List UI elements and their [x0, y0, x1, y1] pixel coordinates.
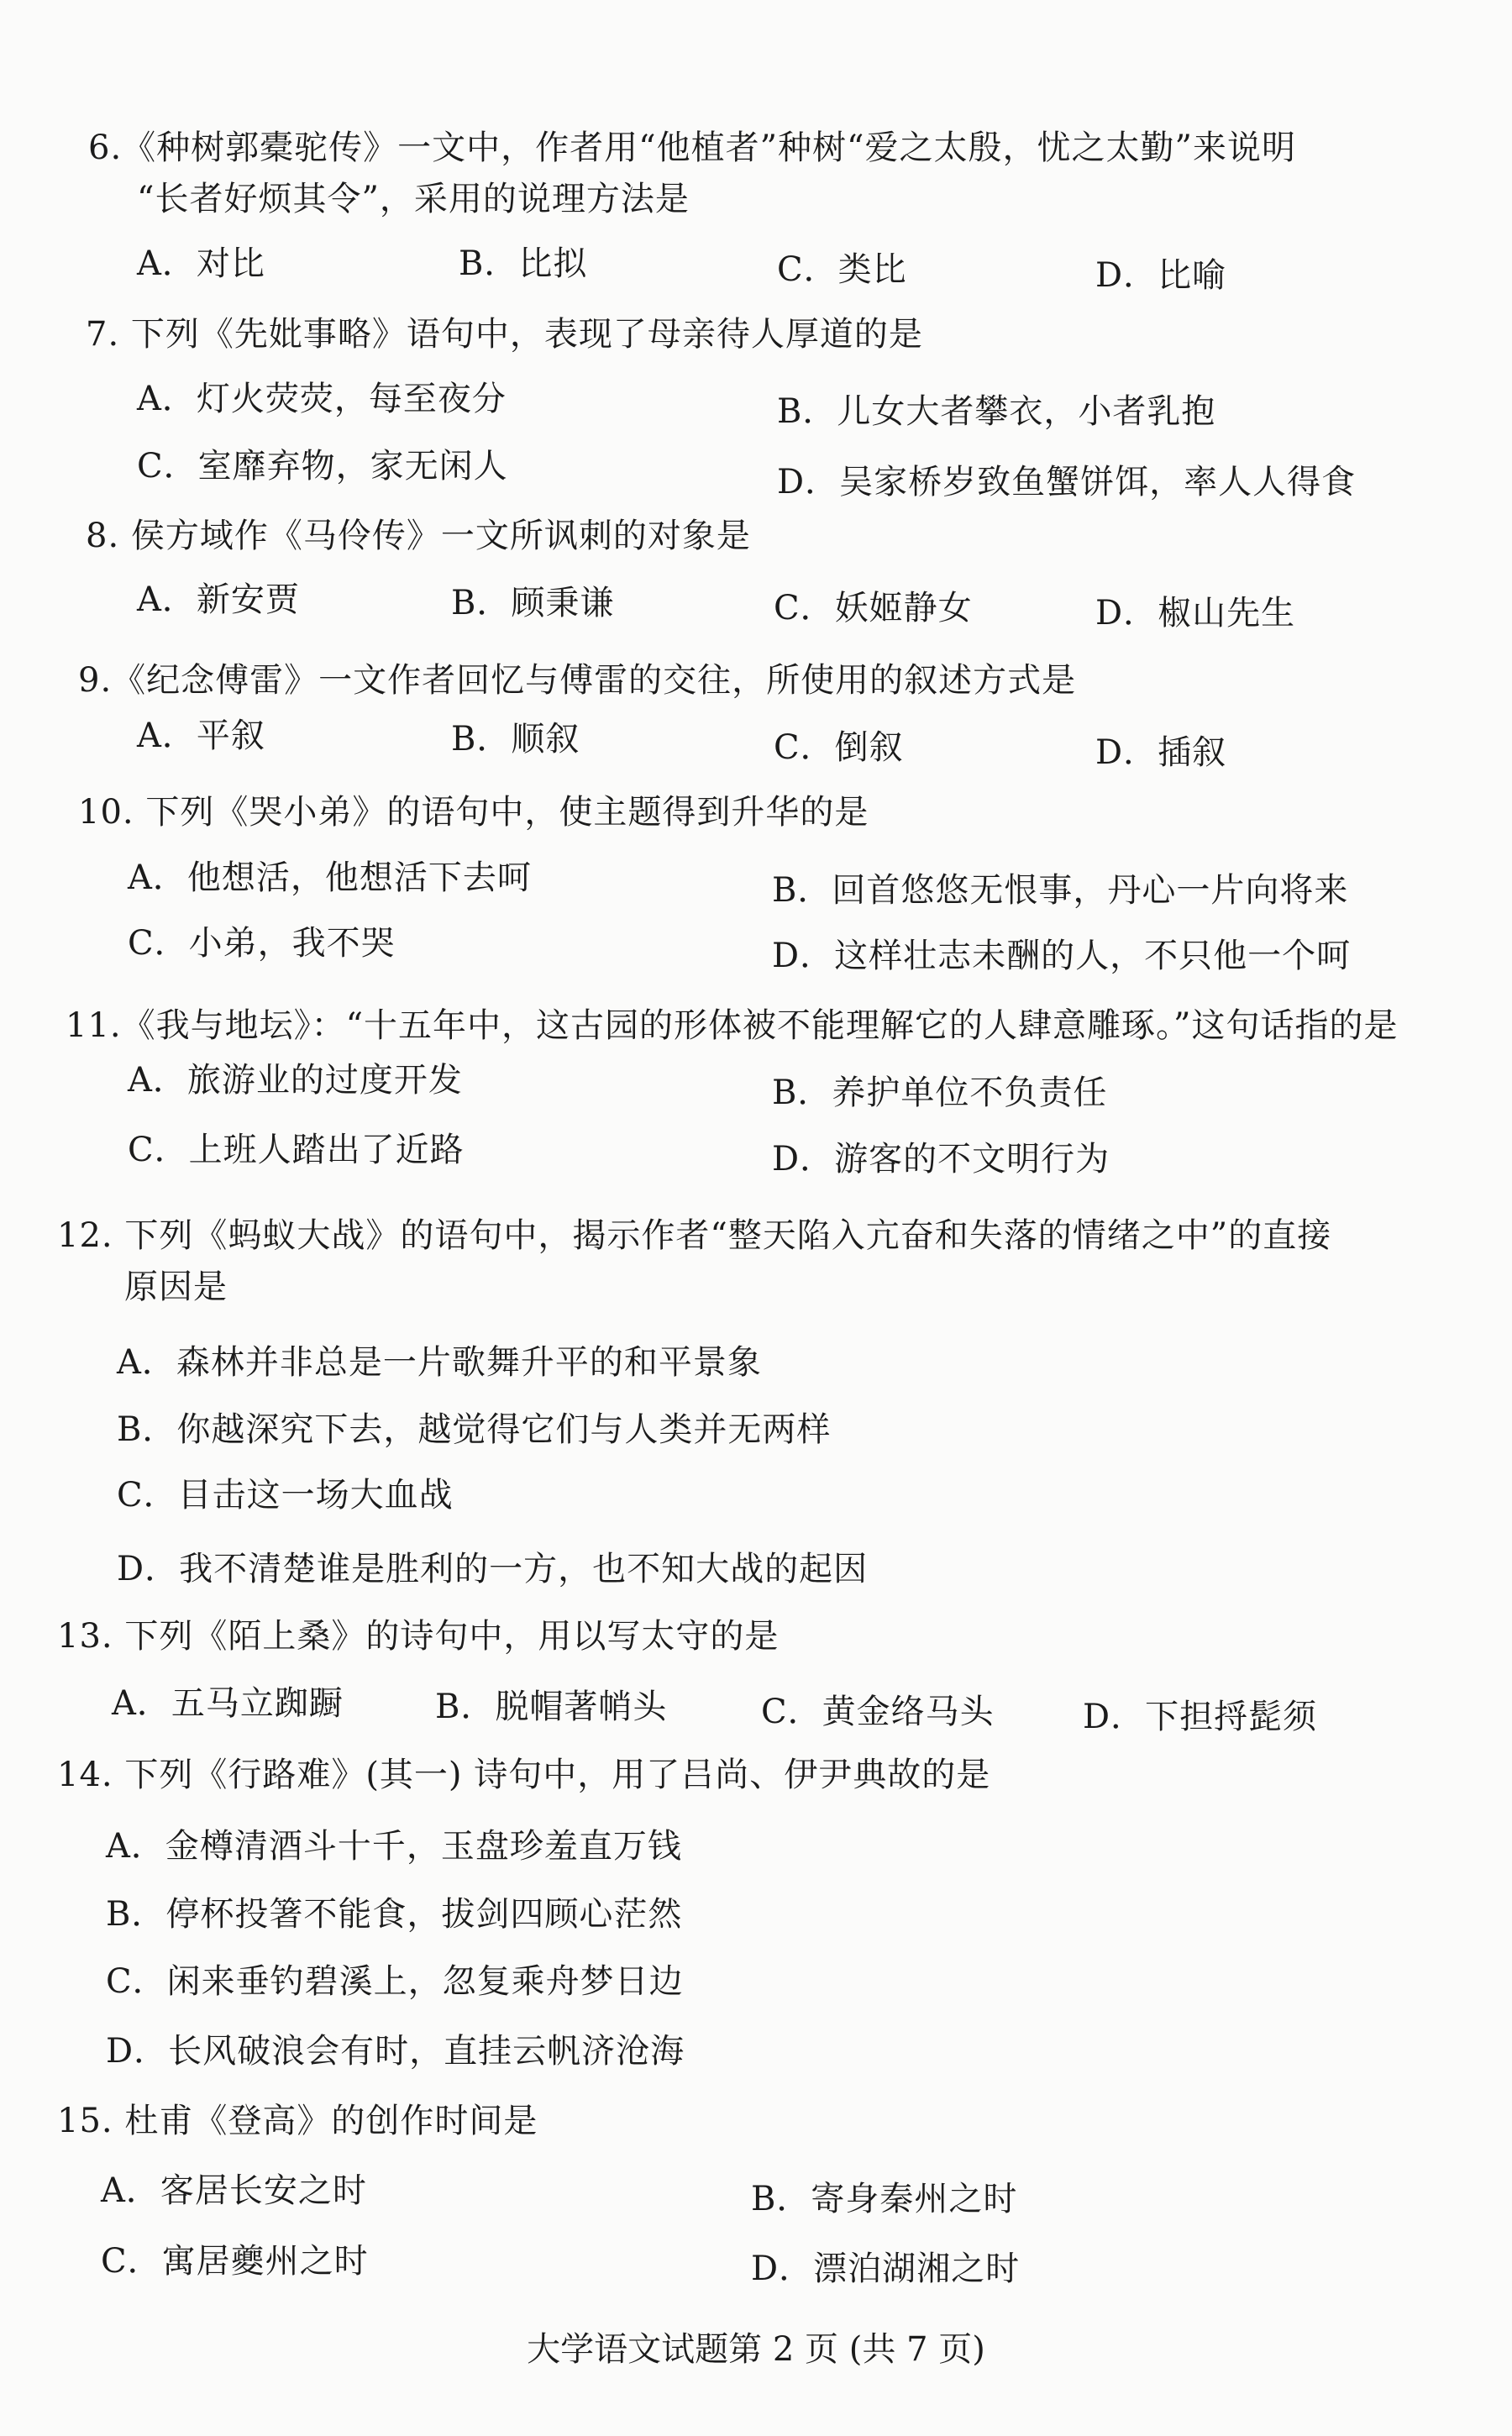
- question-13-option-c: C．黄金络马头: [761, 1693, 995, 1731]
- question-9-option-d: D．插叙: [1095, 733, 1227, 772]
- question-7-option-d: D．吴家桥岁致鱼蟹饼饵，率人人得食: [777, 463, 1357, 501]
- question-6-option-a: A．对比: [137, 244, 265, 283]
- question-8-option-a: A．新安贾: [137, 580, 300, 619]
- question-12-stem: 12. 下列《蚂蚁大战》的语句中，揭示作者“整天陷入亢奋和失落的情绪之中”的直接: [57, 1216, 1332, 1255]
- question-12-option-d: D．我不清楚谁是胜利的一方，也不知大战的起因: [117, 1550, 869, 1588]
- question-15-option-b: B．寄身秦州之时: [751, 2180, 1018, 2218]
- question-14-option-b: B．停杯投箸不能食，拔剑四顾心茫然: [106, 1895, 683, 1934]
- question-7-option-a: A．灯火荧荧，每至夜分: [137, 380, 507, 418]
- question-11-stem: 11.《我与地坛》：“十五年中，这古园的形体被不能理解它的人肆意雕琢。”这句话指的是: [66, 1006, 1399, 1045]
- question-11-option-d: D．游客的不文明行为: [772, 1140, 1110, 1179]
- question-12-option-a: A．森林并非总是一片歌舞升平的和平景象: [117, 1343, 762, 1382]
- question-14-option-c: C．闲来垂钓碧溪上，忽复乘舟梦日边: [106, 1962, 684, 2001]
- question-6-stem: 6.《种树郭橐驼传》一文中，作者用“他植者”种树“爱之太殷，忧之太勤”来说明: [88, 129, 1296, 167]
- question-9-option-c: C．倒叙: [774, 728, 904, 767]
- question-9-option-a: A．平叙: [137, 717, 265, 755]
- question-8-stem: 8. 侯方域作《马伶传》一文所讽刺的对象是: [86, 517, 751, 555]
- question-13-option-b: B．脱帽著帩头: [435, 1688, 668, 1726]
- question-9-stem: 9.《纪念傅雷》一文作者回忆与傅雷的交往，所使用的叙述方式是: [78, 661, 1077, 700]
- question-10-option-b: B．回首悠悠无恨事，丹心一片向将来: [772, 871, 1349, 910]
- question-15-option-d: D．漂泊湖湘之时: [751, 2250, 1021, 2288]
- question-13-option-a: A．五马立踟蹰: [112, 1684, 344, 1723]
- question-8-option-c: C．妖姬静女: [774, 589, 973, 627]
- question-10-stem: 10. 下列《哭小弟》的语句中，使主题得到升华的是: [78, 793, 869, 832]
- question-11-option-a: A．旅游业的过度开发: [128, 1061, 463, 1100]
- page-footer: 大学语文试题第 2 页 (共 7 页): [527, 2330, 985, 2369]
- question-9-option-b: B．顺叙: [451, 720, 580, 759]
- question-12-option-c: C．目击这一场大血战: [117, 1476, 454, 1515]
- question-11-option-c: C．上班人踏出了近路: [128, 1131, 465, 1169]
- question-6-option-b: B．比拟: [459, 244, 588, 283]
- question-8-option-b: B．顾秉谦: [451, 584, 615, 622]
- question-6-option-c: C．类比: [777, 250, 907, 289]
- question-12-stem-cont: 原因是: [124, 1268, 228, 1306]
- question-6-stem-cont: “长者好烦其令”，采用的说理方法是: [137, 180, 690, 218]
- question-12-option-b: B．你越深究下去，越觉得它们与人类并无两样: [117, 1410, 832, 1449]
- question-10-option-a: A．他想活，他想活下去呵: [128, 858, 532, 897]
- question-7-option-c: C．室靡弃物，家无闲人: [137, 447, 508, 486]
- question-15-option-c: C．寓居夔州之时: [101, 2242, 369, 2281]
- question-14-option-d: D．长风破浪会有时，直挂云帆济沧海: [106, 2032, 685, 2071]
- question-15-stem: 15. 杜甫《登高》的创作时间是: [57, 2102, 538, 2140]
- question-15-option-a: A．客居长安之时: [101, 2171, 367, 2210]
- question-13-option-d: D．下担捋髭须: [1083, 1698, 1318, 1736]
- question-10-option-c: C．小弟，我不哭: [128, 924, 396, 963]
- question-6-option-d: D．比喻: [1095, 256, 1227, 295]
- question-11-option-b: B．养护单位不负责任: [772, 1074, 1108, 1112]
- question-13-stem: 13. 下列《陌上桑》的诗句中，用以写太守的是: [57, 1617, 780, 1656]
- question-14-stem: 14. 下列《行路难》(其一) 诗句中，用了吕尚、伊尹典故的是: [57, 1756, 991, 1794]
- question-7-option-b: B．儿女大者攀衣，小者乳抱: [777, 392, 1216, 431]
- question-14-option-a: A．金樽清酒斗十千，玉盘珍羞直万钱: [106, 1827, 682, 1866]
- question-7-stem: 7. 下列《先妣事略》语句中，表现了母亲待人厚道的是: [86, 315, 923, 354]
- question-10-option-d: D．这样壮志未酬的人，不只他一个呵: [772, 937, 1352, 975]
- question-8-option-d: D．椒山先生: [1095, 594, 1296, 633]
